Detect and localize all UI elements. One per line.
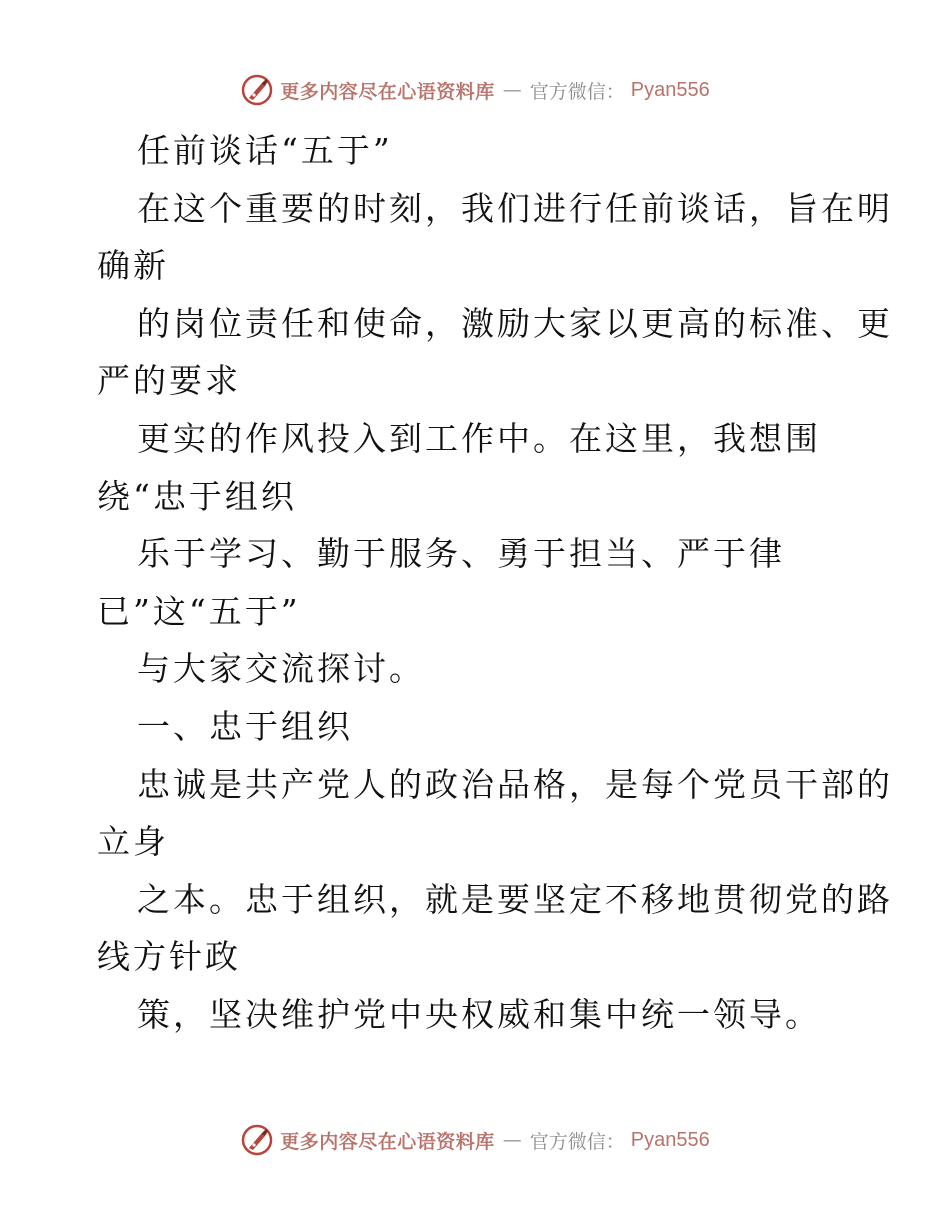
section-heading: 一、忠于组织: [137, 706, 353, 746]
doc-line: 乐于学习、勤于服务、勇于担当、严于律: [137, 534, 785, 574]
doc-line: 立身: [97, 822, 169, 862]
footer-wechat-label: 官方微信：: [529, 1130, 625, 1153]
pen-nib-seal-icon: [240, 1123, 274, 1157]
doc-line: 策，坚决维护党中央权威和集中统一领导。: [137, 994, 821, 1034]
doc-line: 已”这“五于”: [97, 591, 301, 631]
pen-nib-seal-icon: [240, 73, 274, 107]
doc-line: 更实的作风投入到工作中。在这里，我想围: [137, 418, 821, 458]
header-wechat-id: Pyan556: [630, 78, 710, 101]
doc-line: 线方针政: [97, 937, 241, 977]
header-dash: —: [502, 79, 522, 101]
footer-watermark: [0, 1120, 950, 1160]
document-body: [97, 122, 893, 1044]
doc-line: 忠诚是共产党人的政治品格，是每个党员干部的: [137, 764, 893, 804]
footer-wechat-id: Pyan556: [630, 1128, 710, 1151]
header-site-text: 更多内容尽在心语资料库: [280, 80, 495, 103]
doc-line: 之本。忠于组织，就是要坚定不移地贯彻党的路: [137, 879, 893, 919]
doc-line: 严的要求: [97, 361, 241, 401]
header-watermark: [0, 70, 950, 110]
doc-title: 任前谈话“五于”: [137, 131, 393, 170]
doc-line: 在这个重要的时刻，我们进行任前谈话，旨在明: [137, 188, 893, 228]
footer-site-text: 更多内容尽在心语资料库: [280, 1130, 495, 1153]
doc-line: 确新: [97, 246, 169, 286]
doc-line: 的岗位责任和使命，激励大家以更高的标准、更: [137, 303, 893, 343]
header-wechat-label: 官方微信：: [529, 80, 625, 103]
footer-dash: —: [502, 1129, 522, 1151]
doc-line: 绕“忠于组织: [97, 476, 297, 516]
doc-line: 与大家交流探讨。: [137, 649, 425, 689]
